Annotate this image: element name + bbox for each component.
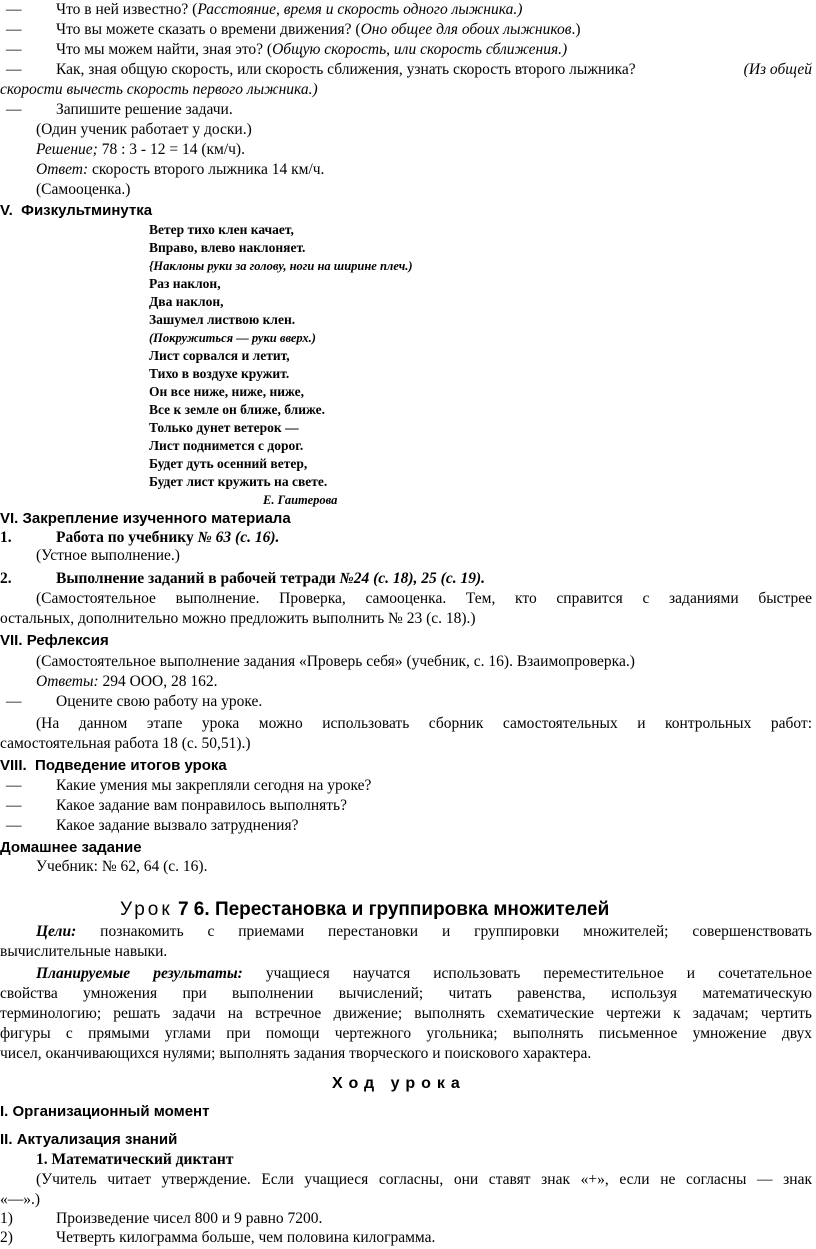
reflection-note: (Самостоятельное выполнение задания «Проверь себя» (учебник, с. 16). Взаимопроверка.) <box>36 653 635 670</box>
section-5-heading: V. Физкультминутка <box>0 202 153 219</box>
task-2: 2. Выполнение заданий в рабочей тетради №24 (с. 18), 25 (с. 19). <box>0 570 485 587</box>
homework-text: Учебник: № 62, 64 (с. 16). <box>36 858 208 875</box>
poem-line: Лист поднимется с дорог. <box>149 438 304 453</box>
board-note: (Один ученик работает у доски.) <box>36 121 252 138</box>
planned-results-cont: чисел, оканчивающихся нулями; выполнять задания творческого и поискового характера. <box>0 1045 592 1062</box>
self-evaluation: (Самооценка.) <box>36 181 131 198</box>
course-heading: Ход урока <box>332 1075 466 1092</box>
reflection-note-2-cont: самостоятельная работа 18 (с. 50,51).) <box>0 735 251 752</box>
poem-line: Ветер тихо клен качает, <box>149 222 294 237</box>
task-2-note: (Самостоятельное выполнение. Проверка, самооценка. Тем, кто справится с заданиями быстрее <box>36 590 812 607</box>
poem-line: Тихо в воздухе кружит. <box>149 366 290 381</box>
reflection-answers: Ответы: 294 ООО, 28 162. <box>36 673 218 690</box>
poem-line: Вправо, влево наклоняет. <box>149 240 306 255</box>
section-6-heading: VI. Закрепление изученного материала <box>0 510 291 527</box>
section-8-heading: VIII. Подведение итогов урока <box>0 757 227 774</box>
lesson-title: Урок 7 6. Перестановка и группировка множителей <box>120 899 610 920</box>
section-2-heading: II. Актуализация знаний <box>0 1131 178 1148</box>
task-1-note: (Устное выполнение.) <box>36 547 180 564</box>
poem-author: Е. Гаитерова <box>263 493 338 507</box>
planned-results: Планируемые результаты: учащиеся научатся использовать переместительное и сочетательное <box>36 965 812 982</box>
poem-line: Лист сорвался и летит, <box>149 348 290 363</box>
poem-line: Только дунет ветерок — <box>149 420 299 435</box>
statement: 2) Четверть килограмма больше, чем половина килограмма. <box>0 1229 436 1246</box>
poem-line: Все к земле он ближе, ближе. <box>149 402 326 417</box>
section-1-heading: I. Организационный момент <box>0 1103 210 1120</box>
question-4-cont: скорости вычесть скорость первого лыжника.) <box>0 81 318 98</box>
poem-line: Он все ниже, ниже, ниже, <box>149 384 304 399</box>
poem-line: Раз наклон, <box>149 276 221 291</box>
task-2-note-cont: остальных, дополнительно можно предложить выполнить № 23 (с. 18).) <box>0 610 476 627</box>
poem-line: Будет лист кружить на свете. <box>149 474 328 489</box>
dictation-note: (Учитель читает утверждение. Если учащиеся согласны, они ставят знак «+», если не согласны — знак <box>36 1171 812 1188</box>
statement: 1) Произведение чисел 800 и 9 равно 7200. <box>0 1210 323 1227</box>
poem-stage-direction: (Покружиться — руки вверх.) <box>149 331 316 345</box>
answer-line: Ответ: скорость второго лыжника 14 км/ч. <box>36 161 325 178</box>
poem-line: Будет дуть осенний ветер, <box>149 456 308 471</box>
poem-line: Зашумел листвою клен. <box>149 312 296 327</box>
reflection-note-2: (На данном этапе урока можно использовать сборник самостоятельных и контрольных работ: <box>36 715 812 732</box>
task-1: 1. Работа по учебнику № 63 (с. 16). <box>0 529 280 546</box>
goals-cont: вычислительные навыки. <box>0 943 168 960</box>
planned-results-cont: свойства умножения при выполнении вычислений; читать равенства, используя математическую <box>0 985 812 1002</box>
solution-line: Решение; 78 : 3 - 12 = 14 (км/ч). <box>36 141 245 158</box>
planned-results-cont: фигуры с прямыми углами при помощи чертежного угольника; выполнять письменное умножение двух <box>0 1025 812 1042</box>
document-page: — Что в ней известно? (Расстояние, время и скорость одного лыжника.) — Что вы можете сказать о времени движения? (Оно общее для обоих лыжников.) — Что мы можем найти, зная это? (Общую скорость, или скорость сближения.) — Как, зная общую скорость, или скорость сближения, узнать скорость второго лыжника? (Из общей скорости вычесть скорость первого лыжника.) — Запишите решение задачи. (Один ученик работает у доски.) Решение; 78 : 3 - 12 = 14 (км/ч). Ответ: скорость второго лыжника 14 км/ч. (Самооценка.) V. Физкультминутка Ветер тихо клен качает, Вправо, влево наклоняет. {Наклоны руки за голову, ноги на ширине плеч.) Раз наклон, Два наклон, Зашумел листвою клен. (Покружиться — руки вверх.) Лист сорвался и летит, Тихо в воздухе кружит. Он все ниже, ниже, ниже, Все к земле он ближе, ближе. Только дунет ветерок — Лист поднимется с дорог. Будет дуть осенний ветер, Будет лист кружить на свете. Е. Гаитерова VI. Закрепление изученного материала 1. Работа по учебнику № 63 (с. 16). (Устное выполнение.) 2. Выполнение заданий в рабочей тетради №24 (с. 18), 25 (с. 19). (Самостоятельное выполнение. Проверка, самооценка. Тем, кто справится с заданиями быстрее остальных, дополнительно можно предложить выполнить № 23 (с. 18).) VII. Рефлексия (Самостоятельное выполнение задания «Проверь себя» (учебник, с. 16). Взаимопроверка.) Ответы: 294 ООО, 28 162. — Оцените свою работу на уроке. (На данном этапе урока можно использовать сборник самостоятельных и контрольных работ: самостоятельная работа 18 (с. 50,51).) VIII. Подведение итогов урока — Какие умения мы закрепляли сегодня на уроке? — Какое задание вам понравилось выполнять? — Какое задание вызвало затруднения? Домашнее задание Учебник: № 62, 64 (с. 16). Урок 7 6. Перестановка и группировка множителей Цели: познакомить с приемами перестановки и группировки множителей; совершенствовать вычислительные навыки. Планируемые результаты: учащиеся научатся использовать переместительное и сочетательное свойства умножения при выполнении вычислений; читать равенства, используя математическую терминологию; решать задачи на встречное движение; выполнять схематические чертежи к задачам; чертить фигуры с прямыми углами при помощи чертежного угольника; выполнять письменное умножение двух чисел, оканчивающихся нулями; выполнять задания творческого и поискового характера. Ход урока I. Организационный момент II. Актуализация знаний 1. Математический диктант (Учитель читает утверждение. Если учащиеся согласны, они ставят знак «+», если не согласны — знак «—».) 1) Произведение чисел 800 и 9 равно 7200. 2) Четверть килограмма больше, чем половина килограмма. <box>0 1 812 1246</box>
poem-line: Два наклон, <box>149 294 224 309</box>
poem-stage-direction: {Наклоны руки за голову, ноги на ширине плеч.) <box>149 259 413 273</box>
dictation-note-cont: «—».) <box>0 1191 41 1208</box>
goals: Цели: познакомить с приемами перестановки и группировки множителей; совершенствовать <box>36 923 812 940</box>
homework-heading: Домашнее задание <box>0 839 142 856</box>
planned-results-cont: терминологию; решать задачи на встречное движение; выполнять схематические чертежи к задачам; чертить <box>0 1005 812 1022</box>
dictation-title: 1. Математический диктант <box>36 1151 234 1168</box>
section-7-heading: VII. Рефлексия <box>0 632 109 649</box>
